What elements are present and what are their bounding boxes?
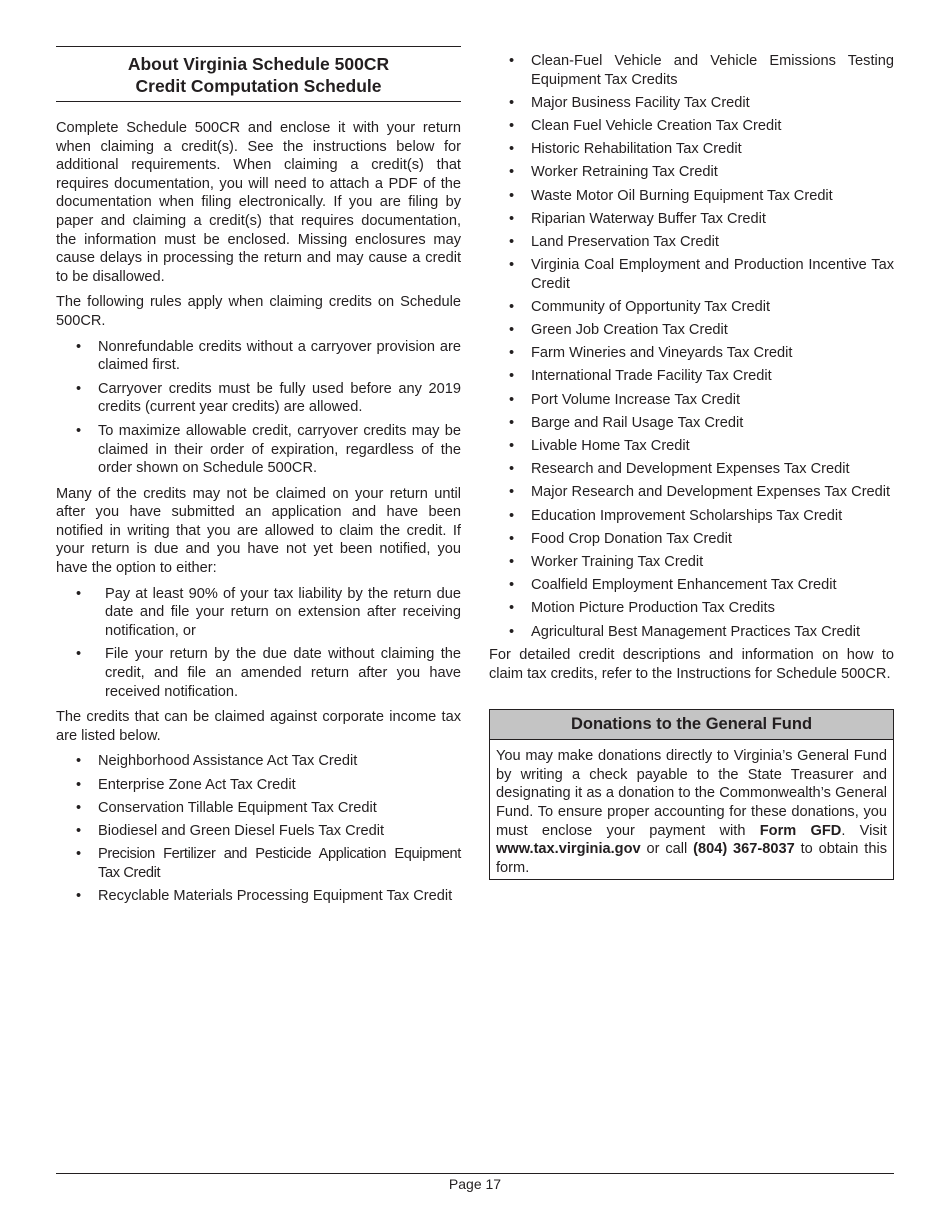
credit-item: • Biodiesel and Green Diesel Fuels Tax Credit xyxy=(56,822,461,841)
donations-heading: Donations to the General Fund xyxy=(490,710,893,740)
credit-item: • Major Business Facility Tax Credit xyxy=(489,94,894,113)
credit-item: • Food Crop Donation Tax Credit xyxy=(489,530,894,549)
list-item: • Nonrefundable credits without a carryover provision are claimed first. xyxy=(56,338,461,375)
credit-item: • Riparian Waterway Buffer Tax Credit xyxy=(489,210,894,229)
credit-item: • Land Preservation Tax Credit xyxy=(489,233,894,252)
website-link[interactable]: www.tax.virginia.gov xyxy=(496,841,641,858)
credit-item: • Community of Opportunity Tax Credit xyxy=(489,298,894,317)
credit-item: • Clean-Fuel Vehicle and Vehicle Emissions Testing Equipment Tax Credits xyxy=(489,52,894,89)
credit-item: • Conservation Tillable Equipment Tax Credit xyxy=(56,799,461,818)
footer-divider xyxy=(56,1173,894,1174)
credit-item: • Barge and Rail Usage Tax Credit xyxy=(489,414,894,433)
list-item: • To maximize allowable credit, carryover credits may be claimed in their order of expiration, regardless of the order shown on Schedule 500CR. xyxy=(56,422,461,478)
donations-text-part: . Visit xyxy=(841,822,887,839)
credit-item: • Farm Wineries and Vineyards Tax Credit xyxy=(489,344,894,363)
credit-item: • Neighborhood Assistance Act Tax Credit xyxy=(56,752,461,771)
title-line-1: About Virginia Schedule 500CR xyxy=(127,54,390,74)
credits-intro-paragraph: The credits that can be claimed against corporate income tax are listed below. xyxy=(56,709,461,744)
credit-item: • Worker Training Tax Credit xyxy=(489,553,894,572)
section-title xyxy=(56,46,461,102)
page-number: Page 17 xyxy=(448,1176,502,1192)
list-item: • Carryover credits must be fully used before any 2019 credits (current year credits) are allowed. xyxy=(56,380,461,417)
application-paragraph: Many of the credits may not be claimed on your return until after you have submitted an application and have been notified in writing that you are allowed to claim the credit. If your return is due and you have not yet been notified, you have the option to either: xyxy=(56,485,461,577)
credit-item: • Recyclable Materials Processing Equipment Tax Credit xyxy=(56,887,461,906)
credit-item: • Research and Development Expenses Tax Credit xyxy=(489,460,894,479)
credit-item: • Coalfield Employment Enhancement Tax Credit xyxy=(489,576,894,595)
right-column xyxy=(489,52,894,880)
credit-item: • Port Volume Increase Tax Credit xyxy=(489,391,894,410)
credits-list-left xyxy=(56,752,461,905)
phone-number: (804) 367-8037 xyxy=(693,841,795,858)
list-item: • Pay at least 90% of your tax liability by the return due date and file your return on extension after receiving notification, or xyxy=(56,585,461,641)
credit-item: • Livable Home Tax Credit xyxy=(489,437,894,456)
form-name: Form GFD xyxy=(759,822,842,839)
donations-text-part: to obtain this form. xyxy=(496,841,887,876)
rules-list xyxy=(56,338,461,478)
title-line-2: Credit Computation Schedule xyxy=(135,76,382,96)
credit-item: • Major Research and Development Expenses Tax Credit xyxy=(489,483,894,502)
credit-item: • Agricultural Best Management Practices Tax Credit xyxy=(489,623,894,642)
credit-item: • Virginia Coal Employment and Production Incentive Tax Credit xyxy=(489,256,894,293)
donations-text-part: or call xyxy=(640,841,694,858)
credit-item: • Historic Rehabilitation Tax Credit xyxy=(489,140,894,159)
donations-text-part: You may make donations directly to Virginia’s General Fund by writing a check payable to the State Treasurer and designating it as a donation to the Commonwealth’s General Fund. To ensure proper accounting for these donations, you must enclose your payment with xyxy=(496,748,887,839)
left-column xyxy=(56,46,461,911)
rules-intro-paragraph: The following rules apply when claiming credits on Schedule 500CR. xyxy=(56,294,461,329)
credit-item: • Education Improvement Scholarships Tax Credit xyxy=(489,507,894,526)
credit-item: • Worker Retraining Tax Credit xyxy=(489,163,894,182)
list-item: • File your return by the due date without claiming the credit, and file an amended return after you have received notification. xyxy=(56,645,461,701)
credit-item: • Motion Picture Production Tax Credits xyxy=(489,599,894,618)
intro-paragraph: Complete Schedule 500CR and enclose it with your return when claiming a credit(s). See the instructions below for additional requirements. When claiming a credit(s) that requires documentation, you will need to attach a PDF of the documentation when filing electronically. If you are filing by paper and claiming a credit(s) that requires documentation, the information must be enclosed. Missing enclosures may cause delays in processing the return and may cause a credit to be disallowed. xyxy=(56,120,461,285)
credit-item: • Enterprise Zone Act Tax Credit xyxy=(56,776,461,795)
credits-list-right xyxy=(489,52,894,641)
credit-item: • Green Job Creation Tax Credit xyxy=(489,321,894,340)
credit-item: • Waste Motor Oil Burning Equipment Tax Credit xyxy=(489,187,894,206)
credit-item: • International Trade Facility Tax Credit xyxy=(489,367,894,386)
donations-text xyxy=(490,740,893,879)
donations-box xyxy=(489,709,894,880)
options-list xyxy=(56,585,461,702)
credit-item: • Clean Fuel Vehicle Creation Tax Credit xyxy=(489,117,894,136)
credit-item: • Precision Fertilizer and Pesticide Application Equipment Tax Credit xyxy=(56,845,461,882)
closing-paragraph: For detailed credit descriptions and information on how to claim tax credits, refer to the Instructions for Schedule 500CR. xyxy=(489,647,894,682)
